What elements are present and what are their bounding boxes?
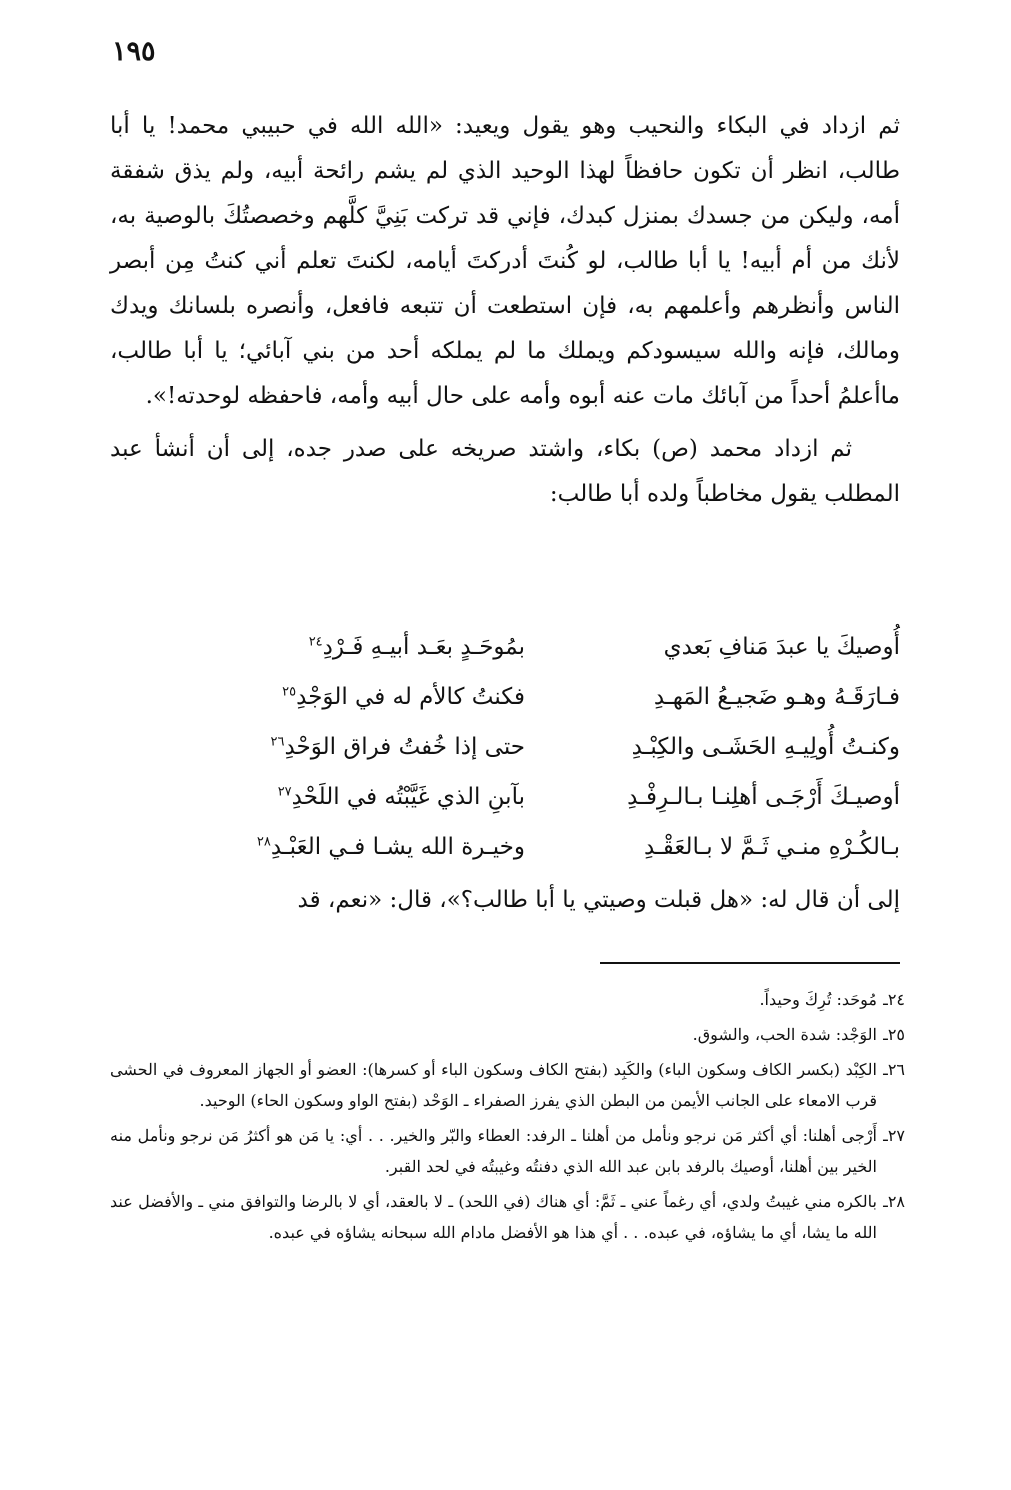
poem-verse bbox=[110, 722, 900, 772]
footnote-ref: ٢٦ bbox=[270, 734, 285, 750]
verse-second-hemistich: بمُوحَـدٍ بعَـد أبيـهِ فَـرْدِ$^{٢٤}$ bbox=[308, 634, 525, 660]
verse-first-hemistich: فـارَقَـهُ وهـو ضَجيـعُ المَهـدِ bbox=[653, 684, 900, 710]
footnote-text: الكِبْد (بكسر الكاف وسكون الباء) والكَبِد (بفتح الكاف وسكون الباء أو كسرها): العضو أو الجهاز المعروف في الحشى قرب الامعاء على الجانب الأيمن من البطن الذي يفرز الصفراء ـ الوَحْد (بفتح الواو وسكون الحاء) الوحيد. bbox=[110, 1060, 877, 1110]
footnote-divider bbox=[600, 962, 900, 964]
footnote-text: أَرْجى أهلنا: أي أكثر مَن نرجو ونأمل من أهلنا ـ الرفد: العطاء والبّر والخير. . . أي: يا مَن هو أكثرُ مَن نرجو ونأمل منه الخير بين أهلنا، أوصيك بالرفد بابن عبد الله الذي دفنتُه وغيبتُه في لحد القبر. bbox=[110, 1126, 877, 1176]
verse-second-hemistich: فكنتُ كالأم له في الوَجْدِ$^{٢٥}$ bbox=[282, 684, 525, 710]
verse-first-hemistich: وكنـتُ أُولِيـهِ الحَشَـى والكِبْـدِ bbox=[631, 734, 900, 760]
footnote bbox=[110, 1019, 905, 1050]
footnote bbox=[110, 984, 905, 1015]
poem-verse bbox=[110, 672, 900, 722]
poem-verse bbox=[110, 822, 900, 872]
verse-second-hemistich: حتى إذا خُفتُ فراق الوَحْدِ$^{٢٦}$ bbox=[270, 734, 525, 760]
footnote-number: ٢٦ـ bbox=[883, 1060, 905, 1079]
footnote bbox=[110, 1120, 905, 1182]
footnote-ref: ٢٨ bbox=[256, 834, 271, 850]
footnote bbox=[110, 1054, 905, 1116]
footnotes bbox=[110, 984, 905, 1252]
footnote-ref: ٢٧ bbox=[277, 784, 292, 800]
footnote-text: الوَجْد: شدة الحب، والشوق. bbox=[692, 1025, 877, 1044]
continuation-text: إلى أن قال له: «هل قبلت وصيتي يا أبا طالب؟»، قال: «نعم، قد bbox=[297, 887, 900, 913]
verse-second-hemistich: بآبنِ الذي غَيَّبْتُه في اللَحْدِ$^{٢٧}$ bbox=[277, 784, 525, 810]
footnote-number: ٢٧ـ bbox=[883, 1126, 905, 1145]
footnote-number: ٢٥ـ bbox=[883, 1025, 905, 1044]
verse-first-hemistich: أُوصيكَ يا عبدَ مَنافِ بَعدي bbox=[663, 634, 900, 660]
verse-first-hemistich: بـالكُـرْهِ منـي ثَـمَّ لا بـالعَقْـدِ bbox=[643, 834, 900, 860]
footnote-number: ٢٨ـ bbox=[883, 1192, 905, 1211]
poem bbox=[110, 622, 900, 872]
footnote-number: ٢٤ـ bbox=[883, 990, 905, 1009]
footnote-ref: ٢٤ bbox=[308, 634, 323, 650]
verse-first-hemistich: أوصيـكَ أَرْجَـى أهلِنـا بـالـرِفْـدِ bbox=[627, 784, 900, 810]
footnote bbox=[110, 1186, 905, 1248]
paragraph-1: ثم ازداد في البكاء والنحيب وهو يقول ويعيد: «الله الله في حبيبي محمد! يا أبا طالب، انظر أن تكون حافظاً لهذا الوحيد الذي لم يشم رائحة أبيه، ولم يذق شفقة أمه، وليكن من جسدك بمنزل كبدك، فإني قد تركت بَنِيَّ كلَّهم وخصصتُكَ بالوصية به، لأنك من أم أبيه! يا أبا طالب، لو كُنتَ أدركتَ أيامه، لكنتَ تعلم أني كنتُ مِن أبصر الناس وأنظرهم وأعلمهم به، فإن استطعت أن تتبعه فافعل، وأنصره بلسانك ويدك ومالك، فإنه والله سيسودكم ويملك ما لم يملكه أحد من بني آبائي؛ يا أبا طالب، ماأعلمُ أحداً من آبائك مات عنه أبوه وأمه على حال أبيه وأمه، فاحفظه لوحدته!». bbox=[110, 113, 900, 409]
poem-verse bbox=[110, 772, 900, 822]
poem-verse bbox=[110, 622, 900, 672]
footnote-text: مُوحَد: تُرِكَ وحيداً. bbox=[759, 990, 877, 1009]
verse-second-hemistich: وخيـرة الله يشـا فـي العَبْـدِ$^{٢٨}$ bbox=[256, 834, 525, 860]
footnote-ref: ٢٥ bbox=[282, 684, 297, 700]
main-text bbox=[110, 104, 900, 517]
paragraph-2: ثم ازداد محمد (ص) بكاء، واشتد صريخه على صدر جده، إلى أن أنشأ عبد المطلب يقول مخاطباً ولده أبا طالب: bbox=[110, 436, 900, 507]
footnote-text: بالكره مني غيبتُ ولدي، أي رغماً عني ـ ثَمَّ: أي هناك (في اللحد) ـ لا بالعقد، أي لا بالرضا والتوافق مني ـ والأفضل عند الله ما يشا، أي ما يشاؤه، في عبده. . . أي هذا هو الأفضل مادام الله سبحانه يشاؤه في عبده. bbox=[110, 1192, 877, 1242]
page-number: ١٩٥ bbox=[112, 36, 156, 67]
